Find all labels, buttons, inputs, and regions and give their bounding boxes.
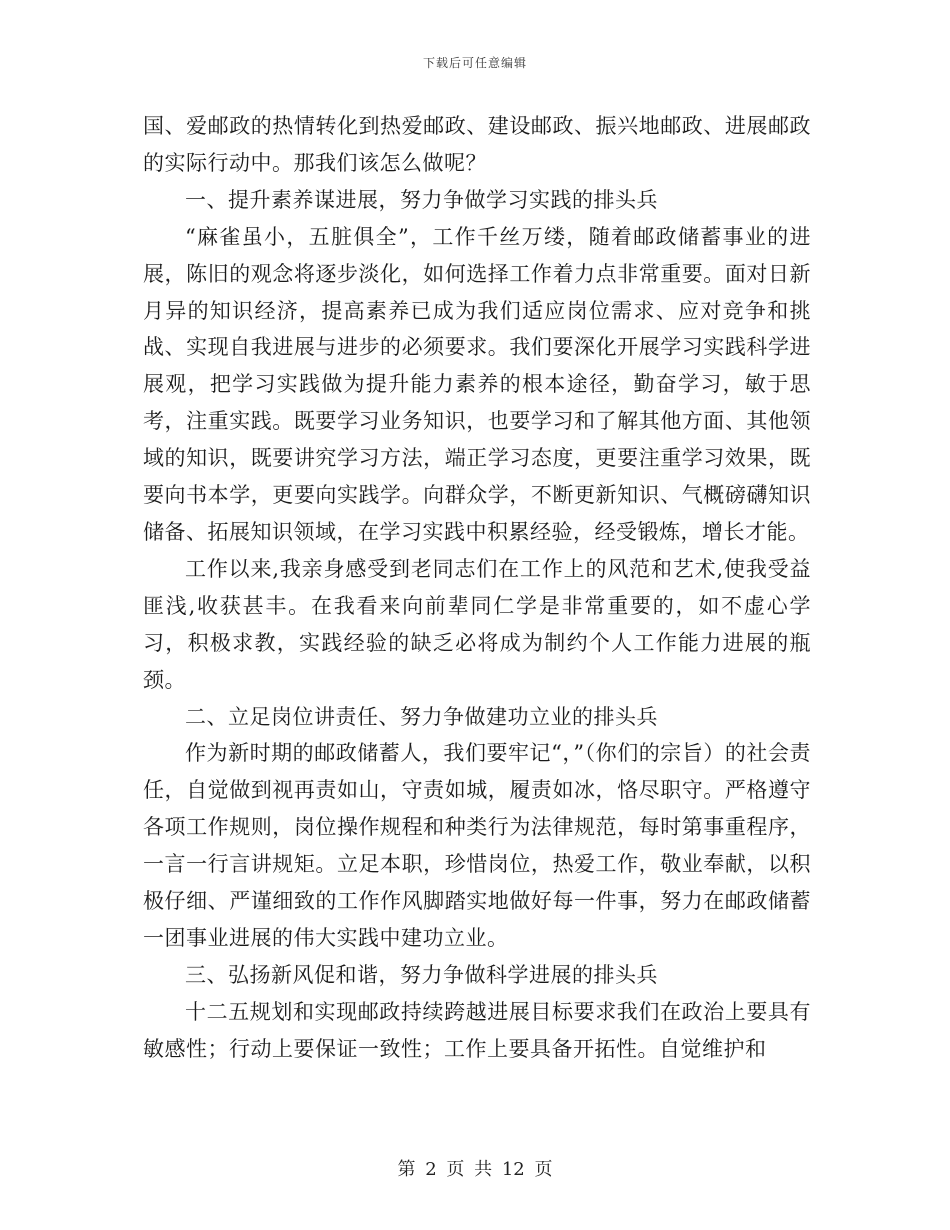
paragraph: “麻雀虽小，五脏俱全”，工作千丝万缕，随着邮政储蓄事业的进展，陈旧的观念将逐步淡化，如何选择工作着力点非常重要。面对日新月异的知识经济，提高素养已成为我们适应岗位需求、应对竞争和挑战、实现自我进展与进步的必须要求。我们要深化开展学习实践科学进展观，把学习实践做为提升能力素养的根本途径，勤奋学习，敏于思考，注重实践。既要学习业务知识，也要学习和了解其他方面、其他领域的知识，既要讲究学习方法，端正学习态度，更要注重学习效果，既要向书本学，更要向实践学。向群众学，不断更新知识、气概磅礴知识储备、拓展知识领域，在学习实践中积累经验，经受锻炼，增长才能。 [143, 224, 811, 544]
page-number: 第 2 页 共 12 页 [397, 1159, 553, 1180]
section-heading-3: 三、弘扬新风促和谐，努力争做科学进展的排头兵 [185, 962, 658, 987]
paragraph: 工作以来,我亲身感受到老同志们在工作上的风范和艺术,使我受益匪浅,收获甚丰。在我看来向前辈同仁学是非常重要的，如不虚心学习，积极求教，实践经验的缺乏必将成为制约个人工作能力进展的瓶颈。 [143, 556, 811, 692]
section-heading-1: 一、提升素养谋进展，努力争做学习实践的排头兵 [185, 187, 658, 212]
paragraph: 十二五规划和实现邮政持续跨越进展目标要求我们在政治上要具有敏感性；行动上要保证一致性；工作上要具备开拓性。自觉维护和 [143, 999, 811, 1061]
page-header: 下载后可任意编辑 [422, 56, 527, 70]
paragraph: 作为新时期的邮政储蓄人，我们要牢记“，”（你们的宗旨）的社会责任，自觉做到视再责如山，守责如城，履责如冰，恪尽职守。严格遵守各项工作规则，岗位操作规程和种类行为法律规范，每时第事重程序，一言一行言讲规矩。立足本职，珍惜岗位，热爱工作，敬业奉献，以积极仔细、严谨细致的工作作风脚踏实地做好每一件事，努力在邮政储蓄一团事业进展的伟大实践中建功立业。 [143, 741, 811, 950]
document-body [143, 108, 811, 1068]
section-heading-2: 二、立足岗位讲责任、努力争做建功立业的排头兵 [185, 704, 658, 729]
paragraph-continuation: 国、爱邮政的热情转化到热爱邮政、建设邮政、振兴地邮政、进展邮政的实际行动中。那我们该怎么做呢？ [143, 114, 811, 175]
